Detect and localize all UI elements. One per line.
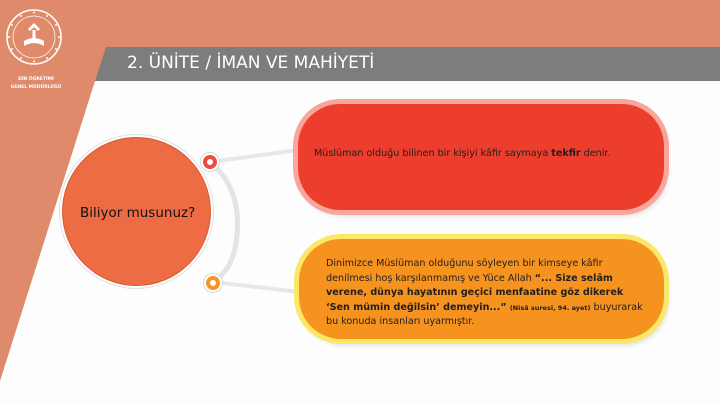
logo-caption-line1: DİN ÖĞRETİMİ: [18, 77, 54, 82]
verse-card-text: [326, 257, 648, 330]
tekfir-definition-card: [298, 104, 664, 210]
connector-knob-top: [203, 155, 217, 169]
connector-knob-bottom: [206, 276, 220, 290]
verse-intro: Dinimizce Müslüman olduğunu söyleyen bir kimseye kâfir denilmesi hoş karşılanmamış ve Yüce Allah: [326, 258, 603, 284]
page-title: 2. ÜNİTE / İMAN VE MAHİYETİ: [127, 53, 375, 73]
tekfir-definition-text: [314, 147, 654, 161]
definition-text-end: denir.: [580, 148, 611, 159]
did-you-know-label: Biliyor musunuz?: [80, 205, 196, 221]
verse-ending: buyurarak bu konuda insanları uyarmıştır.: [326, 301, 643, 328]
verse-card: [299, 239, 664, 339]
verse-reference: (Nisâ suresi, 94. ayet): [509, 303, 591, 312]
definition-text-start: Müslüman olduğu bilinen bir kişiyi kâfir saymaya: [314, 148, 552, 159]
term-tekfir: tekfir: [551, 148, 581, 159]
verse-quote: “... Size selâm verene, dünya hayatının geçici menfaatine göz dikerek ‘Sen mümin değilsin’ demeyin...”: [326, 272, 624, 313]
logo-caption-line2: GENEL MÜDÜRLÜĞÜ: [10, 85, 62, 90]
